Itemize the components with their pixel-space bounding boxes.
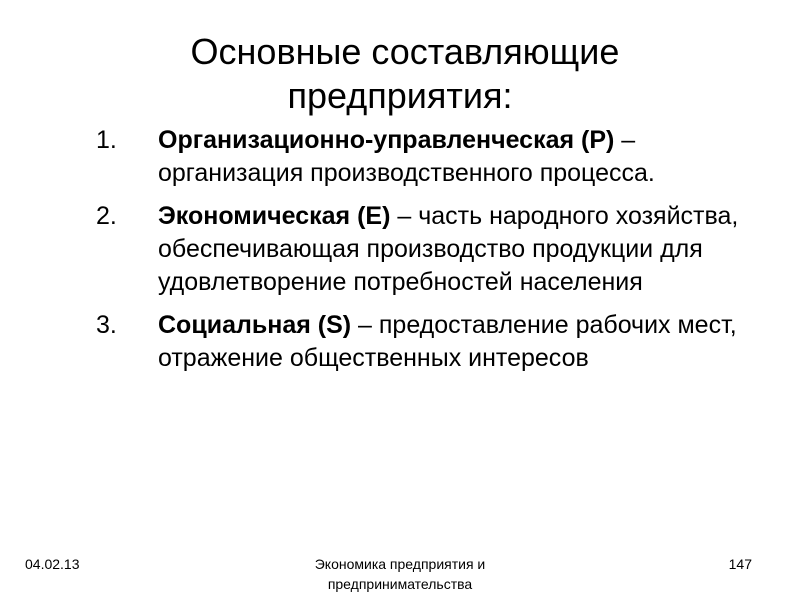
list-item	[96, 124, 786, 190]
components-list	[96, 124, 786, 385]
list-item-term: Организационно-управленческая (P)	[158, 126, 615, 154]
slide-title-line-2: предприятия:	[287, 75, 513, 116]
footer-date: 04.02.13	[25, 556, 80, 572]
slide-title	[100, 30, 710, 118]
list-item-text	[158, 200, 786, 299]
footer-course-title-line-2: предпринимательства	[327, 576, 473, 592]
list-item-term: Экономическая (E)	[158, 202, 391, 230]
list-item-number: 1.	[96, 126, 117, 154]
footer-course-title-line-1: Экономика предприятия и	[314, 556, 486, 572]
list-item-number: 2.	[96, 202, 117, 230]
list-item	[96, 309, 786, 375]
list-item-term: Социальная (S)	[158, 311, 352, 339]
list-item-description: – организация производственного процесса.	[158, 126, 655, 187]
list-item-description: – часть народного хозяйства, обеспечивающая производство продукции для удовлетворение потребностей населения	[158, 202, 739, 296]
list-item-number: 3.	[96, 311, 117, 339]
list-item-text	[158, 309, 786, 375]
list-item	[96, 200, 786, 299]
slide-title-line-1: Основные составляющие	[190, 31, 620, 72]
footer-course-title	[275, 554, 525, 594]
list-item-description: – предоставление рабочих мест, отражение общественных интересов	[158, 311, 737, 372]
footer-page-number: 147	[728, 556, 752, 572]
list-item-text	[158, 124, 786, 190]
